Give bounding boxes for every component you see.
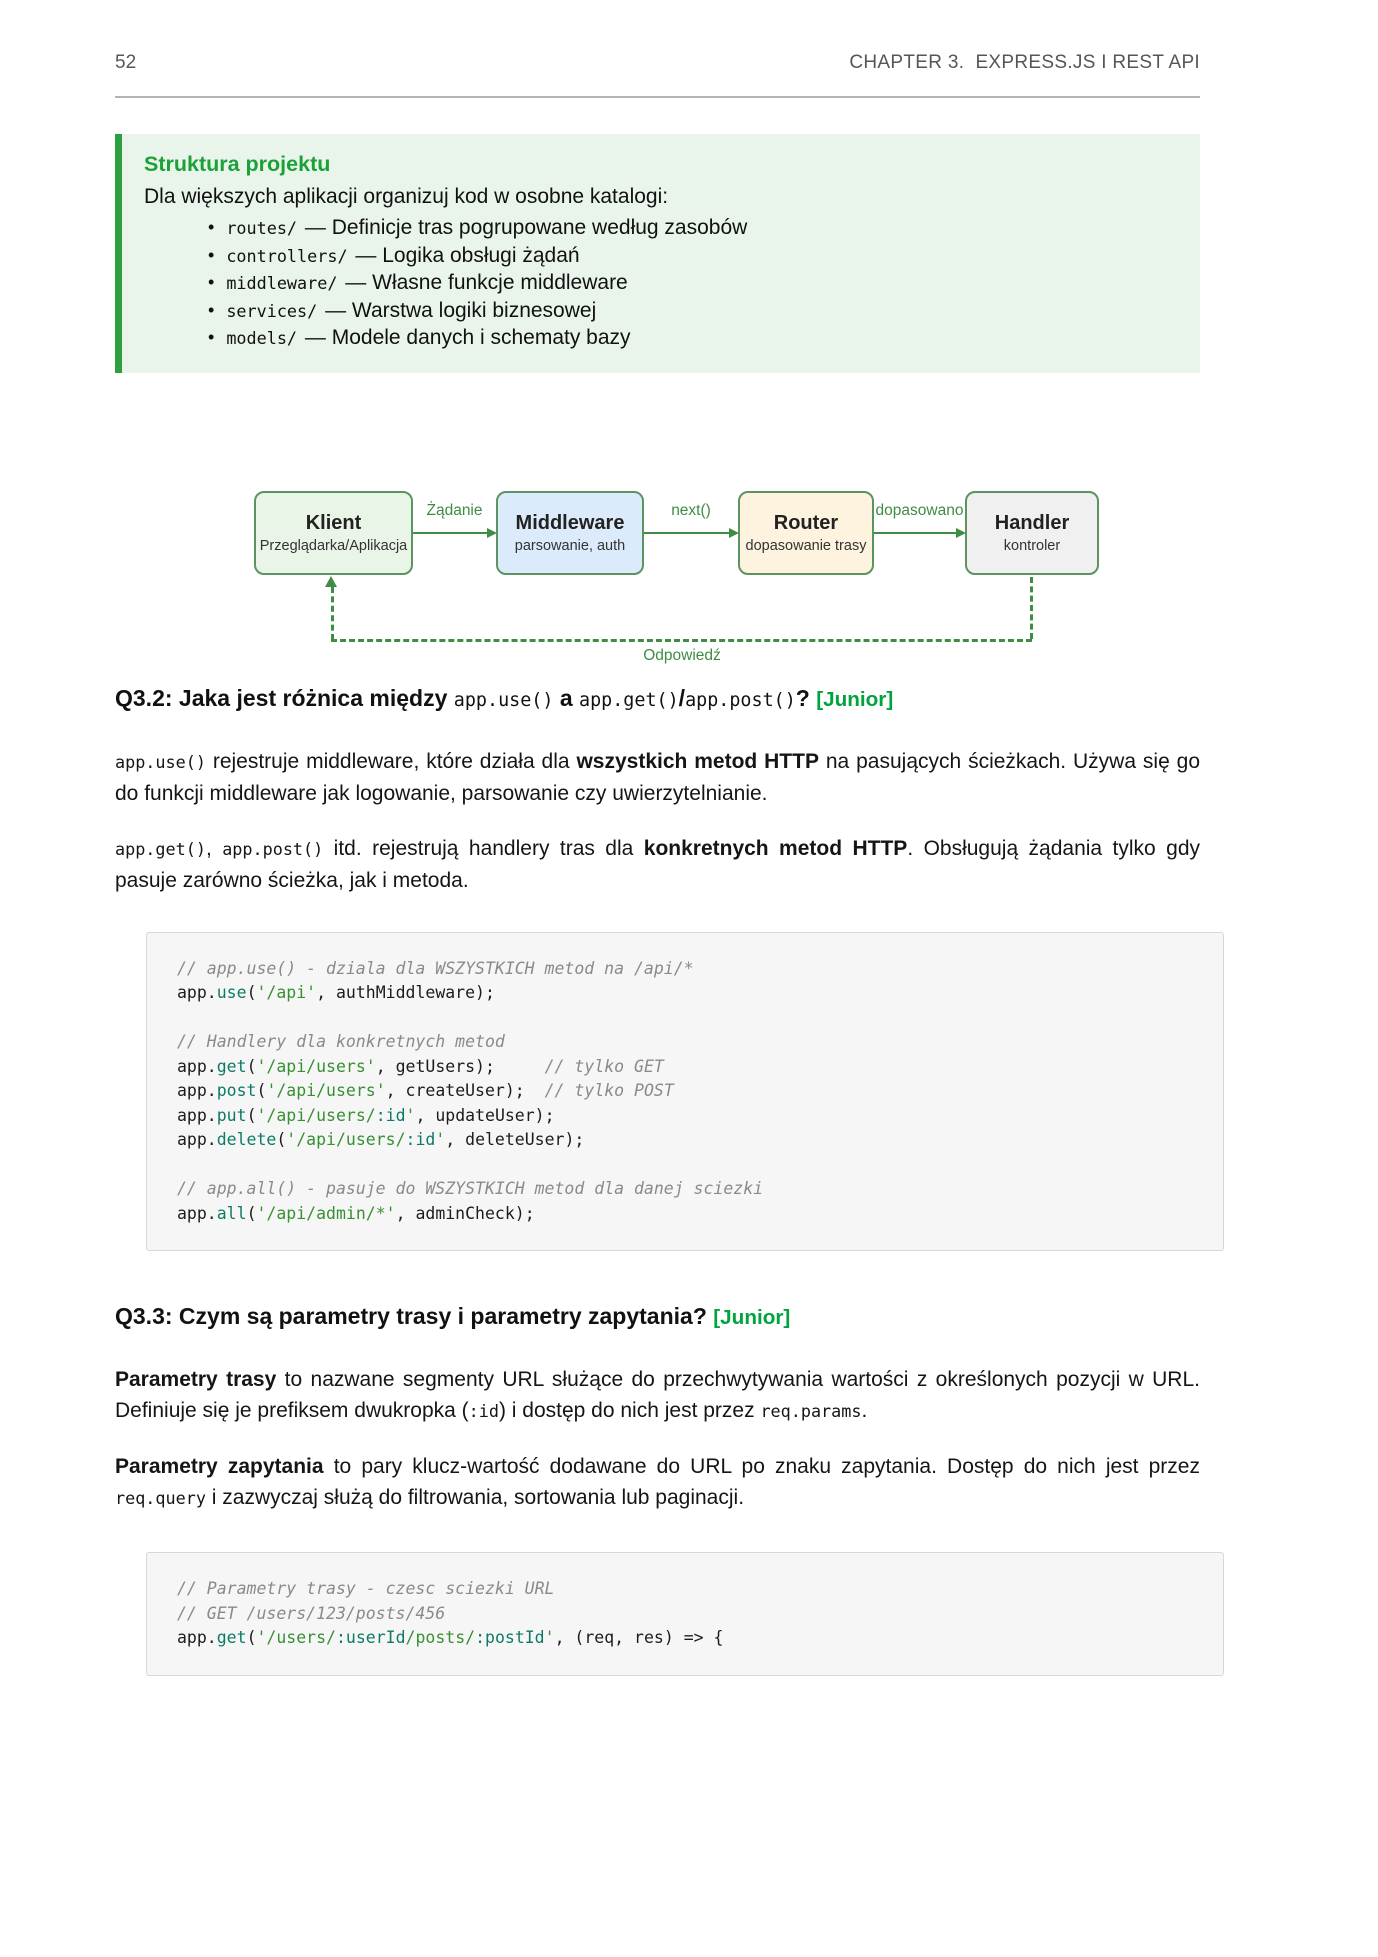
code-line: // app.all() - pasuje do WSZYSTKICH metod dla danej sciezki [177, 1179, 764, 1198]
node-title: Router [773, 512, 839, 534]
callout-item [208, 298, 1174, 325]
code-line: // Parametry trasy - czesc sciezki URL [177, 1579, 555, 1598]
callout-item-code: controllers/ [226, 245, 348, 266]
code-block-q33 [146, 1552, 1224, 1676]
node-subtitle: kontroler [1003, 538, 1061, 554]
code-line [177, 1153, 1193, 1178]
callout-item-desc: — Logika obsługi żądań [355, 243, 580, 267]
callout-item-code: middleware/ [226, 273, 338, 293]
code-line: app.get('/users/:userId/posts/:postId', (req, res) => { [177, 1628, 724, 1647]
paragraph-q33-2: Parametry zapytania to pary klucz-wartość dodawane do URL po znaku zapytania. Dostęp do nich jest przez req.query i zazwyczaj służą do filtrowania, sortowania lub paginacji. [115, 1455, 1200, 1509]
arrow-line [874, 532, 959, 534]
edge-request [413, 491, 496, 575]
arrow-line [644, 532, 732, 534]
callout-item-desc: — Warstwa logiki biznesowej [325, 298, 597, 322]
callout-item-code: services/ [226, 300, 318, 321]
return-path-segment [1030, 577, 1033, 639]
arrow-head-icon [729, 528, 739, 538]
callout-item [208, 243, 1174, 270]
page-number: 52 [115, 52, 137, 73]
code-line [177, 1006, 1193, 1031]
edge-label: next() [671, 501, 711, 519]
code-line: // Handlery dla konkretnych metod [177, 1032, 505, 1051]
callout-item-code: models/ [226, 328, 298, 348]
diagram-node-klient [254, 491, 413, 575]
return-label: Odpowiedź [643, 646, 721, 664]
callout-title: Struktura projektu [144, 152, 331, 176]
edge-matched [874, 491, 965, 575]
code-line: app.get('/api/users', getUsers); // tylko GET [177, 1056, 664, 1076]
question-heading-q32: Q3.2: Jaka jest różnica między app.use() a app.get()/app.post()? [Junior] [115, 684, 894, 711]
callout-item-code: routes/ [226, 218, 298, 238]
page-header [115, 52, 1200, 74]
code-line: app.put('/api/users/:id', updateUser); [177, 1105, 555, 1125]
diagram-node-handler [965, 491, 1099, 575]
return-path-segment [331, 587, 334, 640]
edge-label: dopasowano [875, 501, 964, 519]
arrow-line [413, 532, 490, 534]
arrow-head-icon [956, 528, 966, 538]
callout-intro: Dla większych aplikacji organizuj kod w osobne katalogi: [144, 185, 669, 208]
chapter-title: CHAPTER 3. EXPRESS.JS I REST API [849, 52, 1200, 73]
question-heading-q33: Q3.3: Czym są parametry trasy i parametry zapytania? [Junior] [115, 1303, 791, 1329]
edge-label: Żądanie [426, 501, 483, 519]
code-line: app.use('/api', authMiddleware); [177, 983, 495, 1002]
header-rule [115, 96, 1200, 98]
callout-item-desc: — Własne funkcje middleware [345, 271, 628, 294]
callout-item [208, 325, 1174, 352]
node-title: Middleware [515, 512, 625, 534]
paragraph-q32-2: app.get(), app.post() itd. rejestrują handlery tras dla konkretnych metod HTTP. Obsługują żądania tylko gdy pasuje zarówno ścieżka, jak i metoda. [115, 836, 1200, 892]
paragraph-q32-1: app.use() rejestruje middleware, które działa dla wszystkich metod HTTP na pasujących ścieżkach. Używa się go do funkcji middleware jak logowanie, parsowanie czy uwierzytelnianie. [115, 749, 1200, 805]
edge-next [644, 491, 738, 575]
node-subtitle: dopasowanie trasy [745, 538, 867, 554]
code-line: // app.use() - dziala dla WSZYSTKICH metod na /api/* [177, 958, 694, 978]
callout-list [144, 215, 1174, 352]
arrow-head-icon [487, 528, 497, 538]
code-line: // GET /users/123/posts/456 [177, 1603, 446, 1623]
return-path-segment [331, 639, 1032, 642]
node-title: Handler [994, 512, 1070, 534]
diagram-node-router [738, 491, 874, 575]
diagram-node-middleware [496, 491, 644, 575]
paragraph-q33-1: Parametry trasy to nazwane segmenty URL służące do przechwytywania wartości z określonych pozycji w URL. Definiuje się je prefiksem dwukropka (:id) i dostęp do nich jest przez req.params. [115, 1368, 1200, 1422]
callout-item-desc: — Modele danych i schematy bazy [304, 326, 631, 349]
code-line: app.all('/api/admin/*', adminCheck); [177, 1203, 535, 1223]
callout-box [115, 134, 1200, 373]
code-block-q32 [146, 932, 1224, 1252]
callout-item [208, 215, 1174, 242]
node-subtitle: parsowanie, auth [514, 538, 626, 554]
flow-diagram [115, 491, 1200, 673]
callout-item [208, 270, 1174, 297]
return-arrow-head-icon [325, 576, 337, 587]
code-line: app.delete('/api/users/:id', deleteUser); [177, 1130, 585, 1149]
callout-item-desc: — Definicje tras pogrupowane według zasobów [304, 216, 748, 239]
code-line: app.post('/api/users', createUser); // tylko POST [177, 1081, 674, 1100]
node-subtitle: Przeglądarka/Aplikacja [259, 538, 408, 554]
node-title: Klient [305, 512, 362, 534]
